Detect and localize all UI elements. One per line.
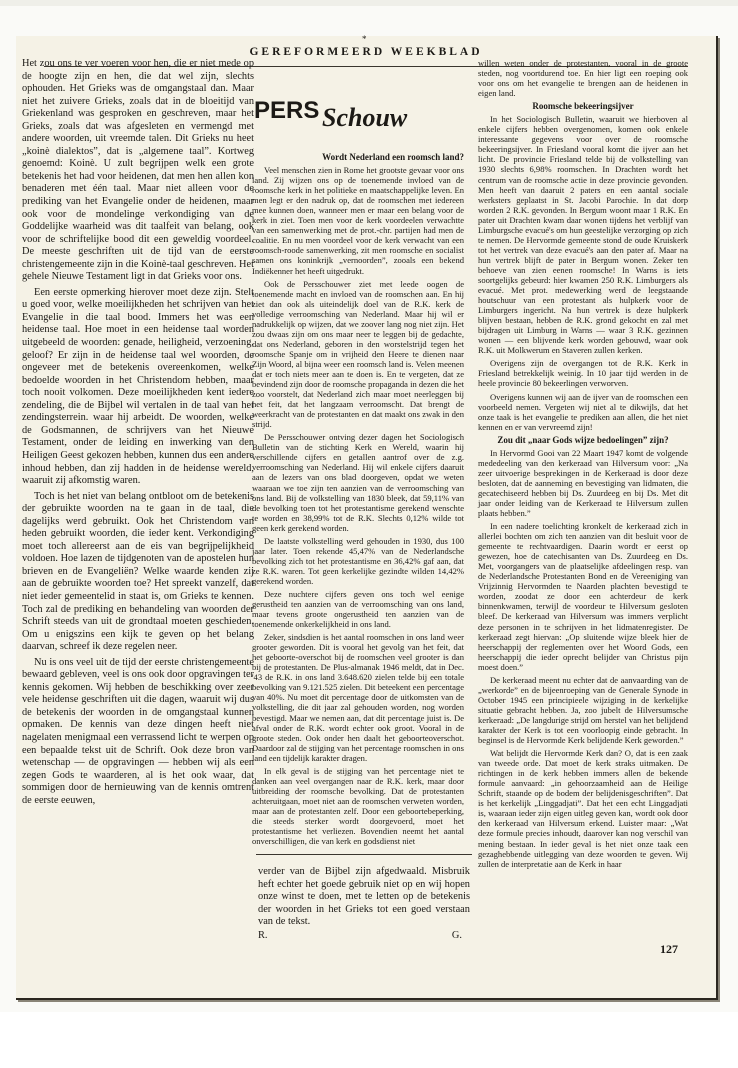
col1-paragraph-1: Het zou ons te ver voeren voor hen, die er niet mede op de hoogte zijn en hen, die dat wel zijn, slechts ophouden. Het Grieks was de omgangstaal dan. Maar niet het zuivere Grieks, zoals dat in de bloeitijd van Griekenland was gesproken en geschreven, maar het Grieks, zoals dat was afgesleten en vermengd met andere woorden, uit vreemde talen. Dit Grieks nu heet „koinè dialektos”, dat is „algemene taal”. Kortweg genoemd: Koinè. U zult begrijpen welk een grote betekenis het had voor heidenen, dat men hen allen kon benaderen met één taal. Maar niet alleen voor de prediking van het Evangelie onder de heidenen, maar ook voor de mondelinge verkondiging van de Goddelijke waarheid was dit taalfeit van belang, ook voor de schriftelijke bood dit een geweldig voordeel. De meeste geschriften uit de tijd van de eerste christengemeente zijn in die Koinè-taal geschreven. Het gehele Nieuwe Testament ligt in dat Grieks voor ons. <box>22 58 254 283</box>
col3-paragraph-a1: In het Sociologisch Bulletin, waaruit we hierboven al enkele cijfers hebben overgenomen, komen ook enkele interessante gegevens voor over de roomsche bekeeringsijver. In Friesland vooral komt die ijver aan het licht. De provincie Friesland telde bij de volkstelling van 1930 slechts 6,98% roomschen. In Drachten wordt het centrum van de roomsche actie in deze provincie gevonden. Men heeft van daaruit 2 paters en een aantal sociale werksters geplaatst in St. Jacobi Parochie. In dat dorp worden 2 R.K. gevonden. In Bergum woont maar 1 R.K. En pater uit Drachten kwam daar wonen tijdens het verblijf van Limburgsche evacué's om hun geestelijke verzorging op zich te nemen. De Hervormde gemeente stond de oude Kruiskerk tot het vertrek van deze evacué's aan den pater af. Maar na hun vertrek blijft de pater in Bergum wonen. Zeker ten behoeve van zien eenen roomsche! In Warns is iets soortgelijks gebeurd: hier kwamen 250 R.K. Limburgers als evacué. Met prot. medewerking werd de leegstaande houtschuur van een protestant als hulpkerk voor de Limburgers ingericht. Na hun vertrek is deze hulpkerk blijven bestaan, hebben de R.K. grond gekocht en zal met bijdragen uit Limburg in Warns — waar 3 R.K. gezinnen wonen — een blijvende kerk worden gebouwd, waar ook R.K. uit Molkwerum en Staveren zullen kerken. <box>478 114 688 356</box>
article-column-middle <box>252 150 464 849</box>
running-head-mark: * <box>362 34 367 44</box>
section-heading-bekeeringsijver: Roomsche bekeeringsijver <box>532 101 634 112</box>
col3-paragraph-b1: In Hervormd Gooi van 22 Maart 1947 komt de volgende mededeeling van den kerkeraad van Hilversum voor: „Na zeer uitvoerige besprekingen in de Kerkeraad is door deze besloten, dat de aanneming en bevestiging van lidmaten, die gecatechiseerd hebben bij Ds. Zuurdeeg en bij Ds. Met dit jaar onder leiding van de Kerkeraad te Hilversum zullen plaats hebben.” <box>478 447 688 519</box>
col1-paragraph-3: Toch is het niet van belang ontbloot om de betekenis der gebruikte woorden na te gaan in de taal, die dagelijks werd gebruikt. Ook het Christendom van heden gebruikt woorden, die ieder kent. Verkondiging moet toch allereerst aan de eis van begrijpelijkheid voldoen. Hoe lazen de tijdgenoten van de apostelen hun brieven en de Evangeliën? Welke waarde kenden zij aan de gebruikte woorden toe? Het spreekt vanzelf, dat niet ieder gemeentelid in staat is, om Grieks te kennen. Toch zal de prediking en behandeling van woorden der Schrift steeds van uit de grondtaal moeten geschieden. Om u enigszins een kijk te geven op het belang daarvan, schreef ik deze regelen neer. <box>22 490 254 653</box>
col3-paragraph-b3: De kerkeraad meent nu echter dat de aanvaarding van de „werkorde” en de bijeenroeping van de Generale Synode in October 1945 een principieele wijziging in de kerkelijke situatie gebracht hebben. Ja, zoo jubelt de Hilversumsche kerkeraad: „De langdurige strijd om herstel van het belijdend karakter der Kerk is tot een voorloopig einde gebracht. In beginsel is de Hervormde Kerk belijdende Kerk geworden.” <box>478 674 688 746</box>
col2-paragraph-5: Deze nuchtere cijfers geven ons toch wel eenige gerustheid ten aanzien van de verroomsching van ons land, maar tevens groote ongerustheid ten aanzien van de toenemende onkerkelijkheid in ons land. <box>252 588 464 630</box>
page-number: 127 <box>660 942 678 956</box>
col1-paragraph-2: Een eerste opmerking hierover moet deze zijn. Stelt u goed voor, welke moeilijkheden het schrijven van het Evangelie in die taal bood. Immers het was een heidense taal. Hoe moet in een heidense taal worden uitgebeeld de woorden: genade, heiligheid, verzoening, geloof? Er zijn in de heidense taal wel woorden, de ongeveer met de betekenis overeenkomen, welke bedoelde woorden in het Christendom hebben, maar toch nooit volkomen. Deze moeilijkheden kent iedere zendeling, die de Bijbel wil vertalen in de taal van het zendingsterrein. waar hij arbeidt. De woorden, welke de Godsmannen, de schrijvers van het Nieuwe Testament, onder de leiding en inwerking van den Heiligen Geest gekozen hebben, kunnen dus een andere inhoud hebben, dan zij hadden in de heidense wereld, waaruit zij afkomstig waren. <box>22 286 254 487</box>
col3-paragraph-b4: Wat belijdt die Hervormde Kerk dan? O, dat is een zaak van tweede orde. Dat moet de kerk straks uitmaken. De richtingen in de kerk hebben immers allen de bekende formule aanvaard: „in gehoorzaamheid aan de Heilige Schrift, staande op de bodem der belijdenisgeschriften”. Dat is het kerkelijk „Linggadjati”. Dat het een echt Linggadjati is, waaraan ieder zijn eigen uitleg geven kan, wordt ook door den kerkeraad van Hilversum erkend. Luister maar: „Wat deze formule precies inhoudt, daarover kan nog verschil van mening bestaan. In ieder geval is het niet onze taak een gezaghebbende uitlegging van deze woorden te geven. Wij zullen de interpretatie aan de Kerk in haar <box>478 748 688 869</box>
article-continuation <box>258 866 470 942</box>
col1-paragraph-4: Nu is ons veel uit de tijd der eerste christengemeente bewaard gebleven, veel is ons ook door opgravingen ter kennis gekomen. Wij hebben de beschikking over zeer vele heidense geschriften uit die dagen, waaruit wij dus de betekenis der woorden in de omgangstaal kunnen opmaken. De kennis van deze dingen heeft niet nagelaten menigmaal een verrassend licht te werpen op een bepaalde tekst uit de Schrift. Ook deze bron van wetenschap — de opgravingen — hebben wij als een zegen Gods te waarderen, al is het ook waar, dat sommigen door de hernieuwing van de kennis omtrent de eerste eeuwen, <box>22 656 254 806</box>
col3-paragraph-a2: Overigens zijn de overgangen tot de R.K. Kerk in Friesland betrekkelijk weinig. In 10 jaar tijd werden in de heele provincie 80 bekeerlingen verworven. <box>478 358 688 389</box>
col2-paragraph-2: Ook de Persschouwer ziet met leede oogen de toenemende macht en invloed van de roomschen aan. En hij ziet dan ook als uiteindelijk doel van de R.K. kerk de volledige verroomsching van Nederland. Maar hij wil er nadrukkelijk op wijzen, dat we zoover lang nog niet zijn. Het zou dwaas zijn om ons maar neer te leggen bij de gedachte, dat ons Nederland, geboren in den worstelstrijd tegen het roomsche Spanje om in vrijheid den Heere te dienen naar Zijn Woord, al bijna weer een roomsch land is. Velen meenen dat er toch niets meer aan te doen is. En te vergeten, dat ze bevindend zijn door de roomsche propaganda in dezen die het zoo voorstelt, dat Nederland zich maar moet neerleggen bij het feit, dat het langzaam verroomscht. Dat brengt de weerkracht van de protestanten en dat maakt ons zwak in den strijd. <box>252 278 464 430</box>
signature-initial-r: R. <box>258 929 268 941</box>
col3-paragraph-b2: In een nadere toelichting kronkelt de kerkeraad zich in allerlei bochten om zich ten aanzien van dit besluit voor de gemeente te rechtvaardigen. Daarin wordt er eerst op gewezen, hoe de catechisanten van Ds. Zuurdeeg en Ds. Met, voorgangers van de plaatselijke afdeelingen resp. van de Nederlandsche Protestanten Bond en de Vereeniging van Vrijzinnig Hervormden te Naarden plachten bevestigd te worden, zoodat ze door een achterdeur de kerk binnenkwamen, terwijl de voordeur te Hilversum gesloten bleef. De kerkeraad van Hilversum was immers verplicht deze personen in te schrijven in het lidmatenregister. De kerkeraad zegt hiervan: „Op sluitende wijze bleek hier de heerschappij der reglementen over het Woord Gods, een heerschappij die ieder oprecht belijder van Christus pijn moest doen.” <box>478 521 688 672</box>
logo-main-text: PERS <box>254 97 320 124</box>
perschouw-logo <box>252 92 464 132</box>
continuation-rule <box>256 854 472 855</box>
signature-row <box>258 930 470 942</box>
continuation-text: verder van de Bijbel zijn afgedwaald. Misbruik heft echter het goede gebruik niet op en wij hopen onze winst te doen, met te letten op de betekenis der woorden in het Grieks tot een goed verstaan van de tekst. <box>258 866 470 927</box>
col2-paragraph-3: De Persschouwer ontving dezer dagen het Sociologisch Bulletin van de stichting Kerk en Wereld, waarin hij verschillende cijfers en getallen aantrof over de z.g. verroomsching van Nederland. Hij wil enkele cijfers daaruit aan de lezers van ons blad doorgeven, opdat we weten waaraan we toe zijn ten aanzien van de verroomsching van ons land. Bij de volkstelling van 1830 bleek, dat 59,11% van de bevolking toen tot het protestantisme gerekend wenschte te worden en 38,99% tot de R.K. Slechts 0,12% wilde tot geen kerk gerekend worden. <box>252 432 464 533</box>
article-column-right <box>478 58 688 872</box>
running-head: GEREFORMEERD WEEKBLAD <box>249 46 483 58</box>
article-column-left <box>22 58 254 810</box>
perschouw-logo-graphic <box>252 92 464 132</box>
col2-paragraph-6: Zeker, sindsdien is het aantal roomschen in ons land weer grooter geworden. Dit is vooral het gevolg van het feit, dat het geboorte-overschot bij de roomschen veel grooter is dan bij de protestanten. De Plus-almanak 1946 meldt, dat in Dec. '43 de R.K. in ons land 3.648.620 zielen telde bij een totale bevolking van 9.121.525 zielen. Dit beteekent een percentage van 40%. Nu moet dit percentage door de uitkomsten van de volkstelling, die dit jaar zal gehouden worden, nog worden bevestigd. Maar we nemen aan, dat dit percentage juist is. De afval onder de R.K. wordt echter ook groot. Vooral in de groote steden. Ook onder hen daalt het geboorteoverschot. Daardoor zal de stijging van het percentage roomschen in ons land een tijdelijk karakter dragen. <box>252 632 464 763</box>
section-heading-roomsch-land: Wordt Nederland een roomsch land? <box>322 152 464 162</box>
col3-intro: willen weten onder de protestanten, vooral in de groote steden, nog voortdurend toe. En hier ligt een roeping ook voor ons om het evangelie te brengen aan de heidenen in eigen land. <box>478 58 688 99</box>
col2-paragraph-7: In elk geval is de stijging van het percentage niet te danken aan veel overgangen naar de R.K. kerk, maar door uitbreiding der roomsche bevolking. Dat de protestanten achteruitgaan, moet niet aan de roomschen verweten worden, maar aan de protestanten zelf. Door een geboortebeperking, die steeds sterker wordt doorgevoerd, moet het protestantisme het verliezen. Bovendien neemt het aantal onverschilligen, die van kerk en godsdienst niet <box>252 765 464 847</box>
scan-edge-bottom <box>0 1012 738 1068</box>
logo-script-text: Schouw <box>322 103 408 132</box>
scan-edge-top <box>0 0 738 6</box>
signature-initial-g: G. <box>451 929 462 941</box>
col2-paragraph-1: Veel menschen zien in Rome het grootste gevaar voor ons land. Zij wijzen ons op de toenemende invloed van de roomsche kerk in het politieke en maatschappelijke leven. En men legt er den nadruk op, dat de roomschen met iedereen mee kunnen doen, wanneer men er maar een belang voor de kerk in ziet. Toen men voor de kerk voordeelen verwachtte van een samenwerking met de prot.-chr. partijen had men de coalitie. En nu men voordeel voor de kerk verwacht van een roomsch-roode samenwerking, zit men roomsche en socialist samen ons koninkrijk „vernoorden”, zooals een bekend Indiëkenner het heeft uitgedrukt. <box>252 165 464 276</box>
col2-paragraph-4: De laatste volkstelling werd gehouden in 1930, dus 100 jaar later. Toen rekende 45,47% van de Nederlandsche bevolking zich tot het protestantisme en 36,42% gaf aan, dat ze R.K. waren. Tot geen kerkelijke gezindte wilden 14,42% gerekend worden. <box>252 535 464 586</box>
section-heading-gods-wijze: Zou dit „naar Gods wijze bedoelingen” zijn? <box>497 434 669 445</box>
col3-paragraph-a3: Overigens kunnen wij aan de ijver van de roomschen een voorbeeld nemen. Vergeten wij niet al te dikwijls, dat het onze taak is het evangelie te prediken aan allen, die het niet kennen en er van vervreemd zijn! <box>478 391 688 432</box>
